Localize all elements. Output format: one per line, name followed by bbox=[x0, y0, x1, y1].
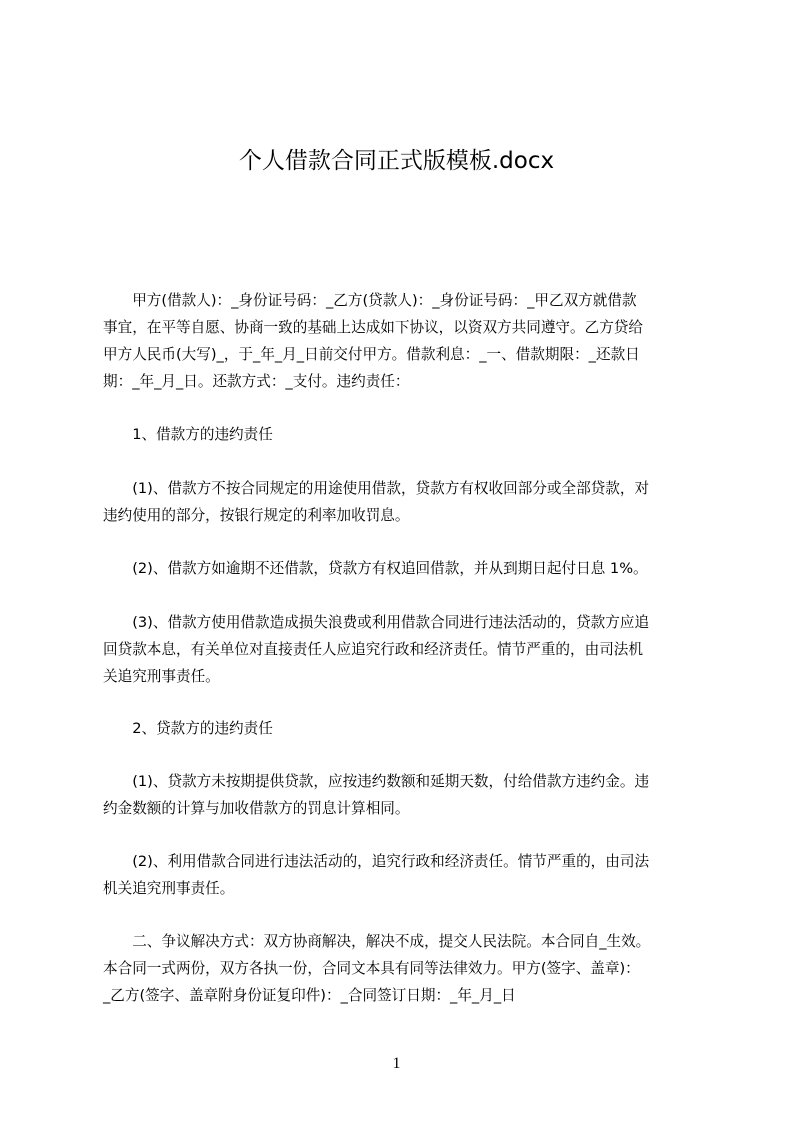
text-line: 约金数额的计算与加收借款方的罚息计算相同。 bbox=[103, 800, 410, 817]
clause-lender-1 bbox=[103, 768, 703, 822]
text-line: (2)、借款方如逾期不还借款，贷款方有权追回借款，并从到期日起付日息 1%。 bbox=[103, 560, 648, 577]
text-line: 回贷款本息，有关单位对直接责任人应追究行政和经济责任。情节严重的，由司法机 bbox=[103, 641, 643, 658]
text-line: 事宜，在平等自愿、协商一致的基础上达成如下协议，以资双方共同遵守。乙方贷给 bbox=[103, 319, 643, 336]
text-line: 甲方人民币(大写)_，于_年_月_日前交付甲方。借款利息：_一、借款期限：_还款日 bbox=[103, 346, 640, 363]
text-line: 本合同一式两份，双方各执一份，合同文本具有同等法律效力。甲方(签字、盖章)： bbox=[103, 960, 640, 977]
clause-borrower-2 bbox=[103, 555, 703, 582]
text-line: (1)、借款方不按合同规定的用途使用借款，贷款方有权收回部分或全部贷款，对 bbox=[103, 480, 650, 497]
text-line: _乙方(签字、盖章附身份证复印件)：_合同签订日期：_年_月_日 bbox=[103, 987, 516, 1004]
text-line: 违约使用的部分，按银行规定的利率加收罚息。 bbox=[103, 507, 410, 524]
text-line: 机关追究刑事责任。 bbox=[103, 880, 235, 897]
text-line: (1)、贷款方未按期提供贷款，应按违约数额和延期天数，付给借款方违约金。违 bbox=[103, 773, 650, 790]
clause-borrower-liability-heading bbox=[103, 421, 703, 448]
page-number: 1 bbox=[392, 1055, 401, 1072]
clause-borrower-3 bbox=[103, 609, 703, 690]
text-line: 甲方(借款人)：_身份证号码：_乙方(贷款人)：_身份证号码：_甲乙双方就借款 bbox=[103, 292, 637, 309]
dispute-resolution-paragraph bbox=[103, 928, 703, 1009]
text-line: (2)、利用借款合同进行违法活动的，追究行政和经济责任。情节严重的，由司法 bbox=[103, 853, 650, 870]
text-line: 1、借款方的违约责任 bbox=[103, 426, 273, 443]
text-line: 期：_年_月_日。还款方式：_支付。违约责任： bbox=[103, 373, 410, 390]
clause-lender-2 bbox=[103, 848, 703, 902]
text-line: (3)、借款方使用借款造成损失浪费或利用借款合同进行违法活动的，贷款方应追 bbox=[103, 614, 650, 631]
intro-paragraph bbox=[103, 287, 703, 395]
document-title: 个人借款合同正式版模板.docx bbox=[238, 148, 555, 174]
clause-lender-liability-heading bbox=[103, 715, 703, 742]
clause-borrower-1 bbox=[103, 475, 703, 529]
text-line: 关追究刑事责任。 bbox=[103, 668, 220, 685]
text-line: 2、贷款方的违约责任 bbox=[103, 720, 273, 737]
text-line: 二、争议解决方式：双方协商解决，解决不成，提交人民法院。本合同自_生效。 bbox=[103, 933, 651, 950]
